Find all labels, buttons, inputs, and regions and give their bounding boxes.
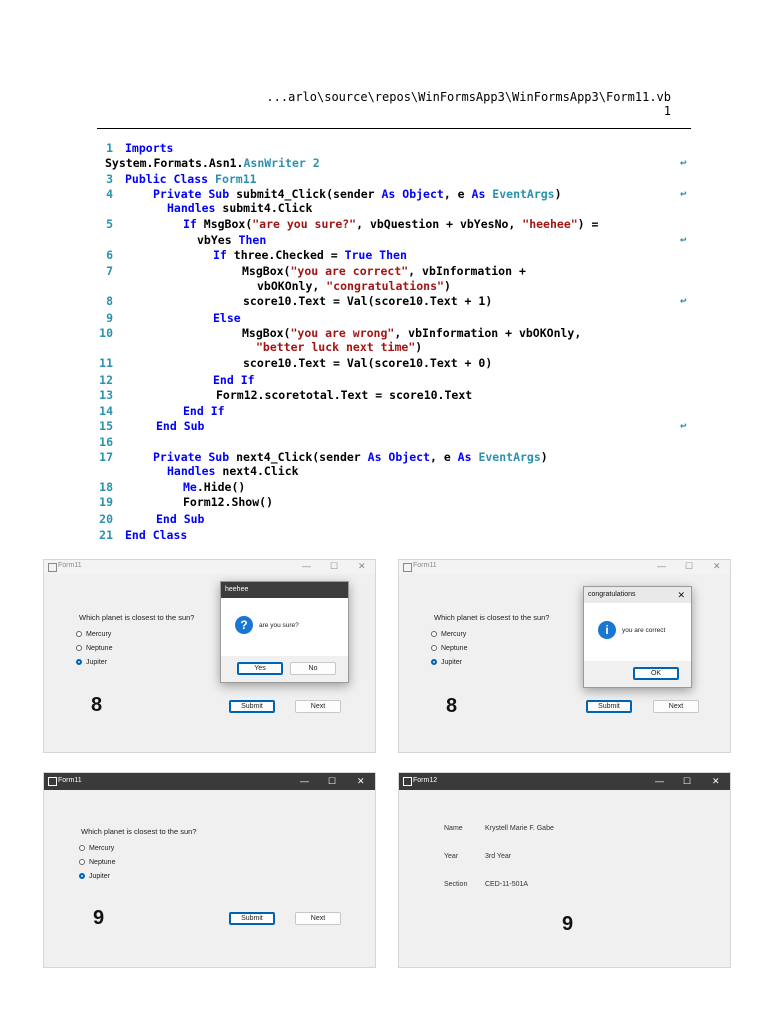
- next-button[interactable]: Next: [295, 912, 341, 925]
- code-line: End Sub: [156, 512, 205, 526]
- code-line: Private Sub next4_Click(sender As Object, e As EventArgs): [153, 450, 548, 464]
- info-icon: i: [598, 621, 616, 639]
- submit-button[interactable]: Submit: [229, 912, 275, 925]
- code-line: Handles submit4.Click: [167, 201, 313, 215]
- window-title: Form11: [58, 777, 82, 784]
- line-number: 13: [99, 388, 113, 402]
- radio-mercury[interactable]: Mercury: [76, 631, 111, 638]
- title-bar: [44, 560, 375, 574]
- window-title: Form11: [413, 562, 437, 569]
- radio-checked-icon: [431, 659, 437, 665]
- code-line: End If: [183, 404, 225, 418]
- section-label: Section: [444, 881, 468, 888]
- close-icon[interactable]: ✕: [677, 590, 685, 600]
- line-number: 5: [106, 217, 113, 231]
- score-label: 8: [446, 695, 458, 717]
- maximize-icon[interactable]: ☐: [328, 776, 337, 786]
- dialog-message: you are correct: [622, 627, 666, 634]
- form11-screenshot-score: [43, 772, 376, 968]
- dialog-footer: [584, 661, 691, 687]
- dialog-footer: [221, 656, 348, 682]
- maximize-icon[interactable]: ☐: [685, 561, 694, 571]
- code-line: MsgBox("you are correct", vbInformation +: [242, 264, 526, 278]
- radio-circle-icon: [79, 859, 85, 865]
- question-label: Which planet is closest to the sun?: [81, 827, 197, 836]
- line-number: 4: [106, 187, 113, 201]
- line-number: 12: [99, 373, 113, 387]
- code-line: Handles next4.Click: [167, 464, 299, 478]
- message-box-congratulations: [583, 586, 692, 688]
- minimize-icon[interactable]: —: [302, 561, 311, 571]
- page-number: 1: [663, 104, 671, 118]
- radio-circle-icon: [76, 645, 82, 651]
- form-icon: [48, 563, 57, 572]
- code-line: System.Formats.Asn1.AsnWriter 2: [105, 156, 320, 170]
- score-label: 8: [91, 694, 103, 716]
- line-number: 1: [106, 141, 113, 155]
- line-number: 11: [99, 356, 113, 370]
- form11-screenshot-dialog-question: [43, 559, 376, 753]
- radio-neptune[interactable]: Neptune: [79, 859, 115, 866]
- minimize-icon[interactable]: —: [300, 776, 309, 786]
- code-line: MsgBox("you are wrong", vbInformation + vbOKOnly,: [242, 326, 582, 340]
- code-line: score10.Text = Val(score10.Text + 1): [243, 294, 493, 308]
- line-number: 8: [106, 294, 113, 308]
- maximize-icon[interactable]: ☐: [330, 561, 339, 571]
- line-number: 14: [99, 404, 113, 418]
- code-line: End If: [213, 373, 255, 387]
- radio-jupiter[interactable]: Jupiter: [431, 659, 462, 666]
- line-number: 17: [99, 450, 113, 464]
- radio-circle-icon: [79, 845, 85, 851]
- line-wrap-icon: ↩: [680, 233, 687, 246]
- name-value: Krystell Marie F. Gabe: [485, 825, 554, 832]
- code-line: vbYes Then: [197, 233, 267, 247]
- message-box-heehee: [220, 581, 349, 683]
- title-bar: [399, 773, 730, 790]
- next-button[interactable]: Next: [295, 700, 341, 713]
- radio-neptune[interactable]: Neptune: [431, 645, 467, 652]
- maximize-icon[interactable]: ☐: [683, 776, 692, 786]
- name-label: Name: [444, 825, 463, 832]
- radio-jupiter[interactable]: Jupiter: [76, 659, 107, 666]
- line-number: 3: [106, 172, 113, 186]
- line-number: 18: [99, 480, 113, 494]
- code-line: If three.Checked = True Then: [213, 248, 407, 262]
- ok-button[interactable]: OK: [633, 667, 679, 680]
- window-title: Form12: [413, 777, 438, 784]
- line-number: 19: [99, 495, 113, 509]
- radio-circle-icon: [431, 645, 437, 651]
- submit-button[interactable]: Submit: [229, 700, 275, 713]
- year-value: 3rd Year: [485, 853, 512, 860]
- radio-checked-icon: [76, 659, 82, 665]
- close-icon[interactable]: ✕: [712, 776, 720, 786]
- dialog-message: are you sure?: [259, 622, 299, 629]
- code-line: End Class: [125, 528, 188, 542]
- code-line: "better luck next time"): [256, 340, 423, 354]
- no-button[interactable]: No: [290, 662, 336, 675]
- form-icon: [403, 563, 412, 572]
- line-number: 16: [99, 435, 113, 449]
- year-label: Year: [444, 853, 459, 860]
- question-label: Which planet is closest to the sun?: [434, 613, 550, 622]
- code-line: Else: [213, 311, 241, 325]
- radio-checked-icon: [79, 873, 85, 879]
- file-path-header: ...arlo\source\repos\WinFormsApp3\WinFormsApp3\Form11.vb: [266, 90, 671, 104]
- radio-circle-icon: [76, 631, 82, 637]
- line-number: 21: [99, 528, 113, 542]
- code-line: Me.Hide(): [183, 480, 246, 494]
- form12-screenshot: [398, 772, 731, 968]
- dialog-title: heehee: [221, 582, 348, 598]
- close-icon[interactable]: ✕: [357, 776, 365, 786]
- line-wrap-icon: ↩: [680, 294, 687, 307]
- line-number: 10: [99, 326, 113, 340]
- line-wrap-icon: ↩: [680, 187, 687, 200]
- radio-jupiter[interactable]: Jupiter: [79, 873, 110, 880]
- form11-screenshot-dialog-correct: [398, 559, 731, 753]
- form-icon: [403, 777, 412, 786]
- window-title: Form11: [58, 562, 82, 569]
- minimize-icon[interactable]: —: [655, 776, 664, 786]
- radio-neptune[interactable]: Neptune: [76, 645, 112, 652]
- question-label: Which planet is closest to the sun?: [79, 613, 195, 622]
- line-number: 15: [99, 419, 113, 433]
- close-icon[interactable]: ✕: [713, 561, 721, 571]
- code-line: If MsgBox("are you sure?", vbQuestion + vbYesNo, "heehee") =: [183, 217, 599, 231]
- code-line: Public Class Form11: [125, 172, 257, 186]
- section-value: CED-11-501A: [485, 881, 529, 888]
- line-number: 6: [106, 248, 113, 262]
- code-line: Form12.Show(): [183, 495, 274, 509]
- radio-mercury[interactable]: Mercury: [431, 631, 466, 638]
- line-number: 7: [106, 264, 113, 278]
- yes-button[interactable]: Yes: [237, 662, 283, 675]
- line-wrap-icon: ↩: [680, 419, 687, 432]
- code-line: Private Sub submit4_Click(sender As Object, e As EventArgs): [153, 187, 562, 201]
- score-label: 9: [93, 907, 105, 929]
- code-line: Imports: [125, 141, 174, 155]
- next-button[interactable]: Next: [653, 700, 699, 713]
- submit-button[interactable]: Submit: [586, 700, 632, 713]
- line-number: 20: [99, 512, 113, 526]
- radio-mercury[interactable]: Mercury: [79, 845, 114, 852]
- code-line: vbOKOnly, "congratulations"): [257, 279, 451, 293]
- question-icon: ?: [235, 616, 253, 634]
- close-icon[interactable]: ✕: [358, 561, 366, 571]
- line-number: 9: [106, 311, 113, 325]
- minimize-icon[interactable]: —: [657, 561, 666, 571]
- score-total-label: 9: [562, 913, 574, 935]
- code-line: score10.Text = Val(score10.Text + 0): [243, 356, 493, 370]
- dialog-title: congratulations ✕: [584, 587, 691, 603]
- title-bar: [44, 773, 375, 790]
- form-icon: [48, 777, 57, 786]
- code-line: End Sub: [156, 419, 205, 433]
- radio-circle-icon: [431, 631, 437, 637]
- line-wrap-icon: ↩: [680, 156, 687, 169]
- code-line: Form12.scoretotal.Text = score10.Text: [216, 388, 473, 402]
- title-bar: [399, 560, 730, 574]
